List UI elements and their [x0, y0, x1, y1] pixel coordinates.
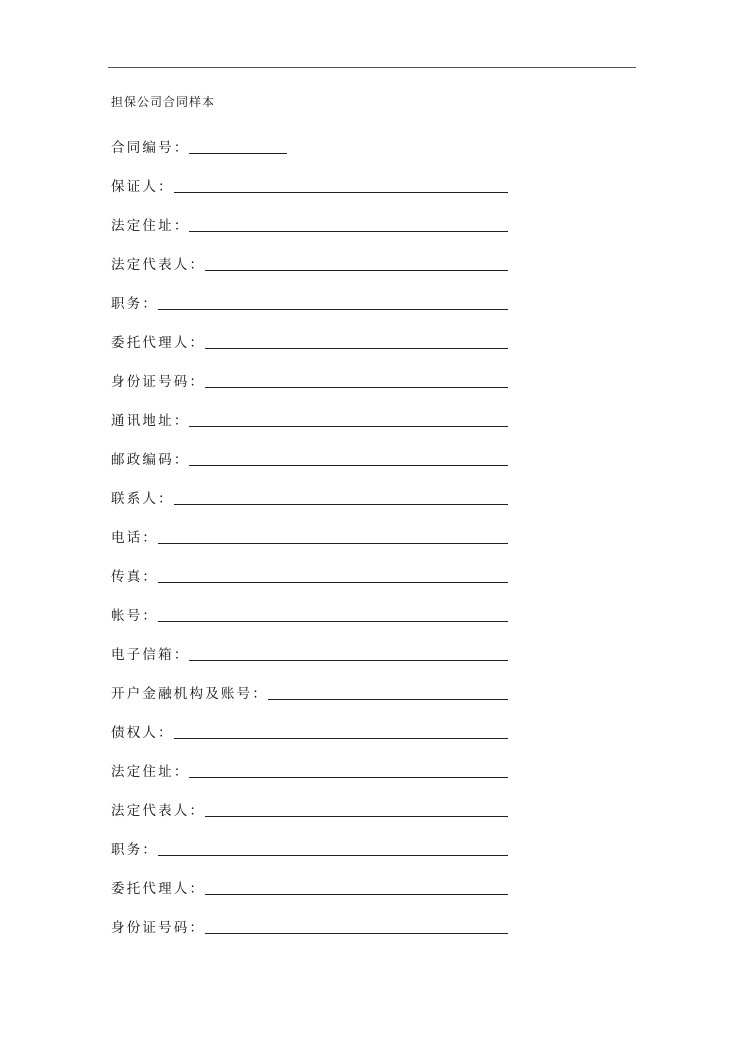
field-label: 电子信箱: [111, 647, 174, 663]
fill-in-line[interactable]: [158, 855, 508, 856]
fill-in-line[interactable]: [189, 777, 508, 778]
fill-in-line[interactable]: [174, 192, 508, 193]
field-colon: ：: [142, 296, 156, 312]
form-row-position: [111, 276, 508, 315]
fill-in-line[interactable]: [189, 660, 508, 661]
field-colon: ：: [142, 842, 156, 858]
field-colon: ：: [189, 881, 203, 897]
field-colon: ：: [173, 452, 188, 468]
field-label: 保证人: [111, 179, 159, 195]
fill-in-line[interactable]: [268, 699, 508, 700]
fill-in-line[interactable]: [189, 426, 508, 427]
field-label: 通讯地址: [111, 413, 174, 429]
form-row-contract-number: [111, 120, 508, 159]
fill-in-line[interactable]: [158, 621, 508, 622]
field-colon: ：: [252, 686, 266, 702]
field-colon: ：: [189, 920, 203, 936]
field-colon: ：: [173, 140, 188, 156]
form-row-fax: [111, 549, 508, 588]
form-row-contact-person: [111, 471, 508, 510]
field-colon: ：: [142, 569, 156, 585]
field-label: 法定住址: [111, 764, 174, 780]
form-row-legal-address: [111, 198, 508, 237]
field-label: 法定代表人: [111, 803, 190, 819]
fill-in-line[interactable]: [205, 387, 508, 388]
form-row-creditor-legal-address: [111, 744, 508, 783]
field-label: 邮政编码: [111, 452, 174, 468]
form-row-id-number: [111, 354, 508, 393]
field-colon: ：: [173, 647, 188, 663]
fill-in-line[interactable]: [189, 153, 287, 154]
form-row-creditor-position: [111, 822, 508, 861]
field-colon: ：: [189, 803, 203, 819]
field-label: 身份证号码: [111, 374, 190, 390]
fill-in-line[interactable]: [205, 816, 508, 817]
field-label: 委托代理人: [111, 335, 190, 351]
form-row-creditor-authorized-agent: [111, 861, 508, 900]
form-row-legal-representative: [111, 237, 508, 276]
field-colon: ：: [158, 491, 172, 507]
field-label: 联系人: [111, 491, 159, 507]
form-row-email: [111, 627, 508, 666]
field-label: 职务: [111, 296, 143, 312]
field-label: 帐号: [111, 608, 143, 624]
field-colon: ：: [158, 179, 172, 195]
form-row-postal-code: [111, 432, 508, 471]
document-title: 担保公司合同样本: [111, 95, 216, 109]
field-colon: ：: [158, 725, 172, 741]
field-colon: ：: [173, 764, 188, 780]
field-label: 传真: [111, 569, 143, 585]
form-row-creditor-id-number: [111, 900, 508, 939]
fill-in-line[interactable]: [174, 738, 508, 739]
field-colon: ：: [173, 413, 188, 429]
field-label: 债权人: [111, 725, 159, 741]
fill-in-line[interactable]: [189, 231, 508, 232]
fill-in-line[interactable]: [158, 543, 508, 544]
form-row-bank-and-account: [111, 666, 508, 705]
form-row-account-number: [111, 588, 508, 627]
form-row-creditor-legal-representative: [111, 783, 508, 822]
field-colon: ：: [189, 374, 203, 390]
form-row-guarantor: [111, 159, 508, 198]
field-colon: ：: [189, 257, 203, 273]
field-colon: ：: [142, 530, 156, 546]
field-label: 开户金融机构及账号: [111, 686, 253, 702]
field-label: 法定住址: [111, 218, 174, 234]
fill-in-line[interactable]: [205, 933, 508, 934]
fill-in-line[interactable]: [158, 582, 508, 583]
field-label: 合同编号: [111, 140, 174, 156]
header-rule: [108, 67, 636, 68]
field-label: 身份证号码: [111, 920, 190, 936]
form-row-telephone: [111, 510, 508, 549]
field-label: 委托代理人: [111, 881, 190, 897]
field-colon: ：: [173, 218, 188, 234]
form-row-mailing-address: [111, 393, 508, 432]
field-label: 职务: [111, 842, 143, 858]
field-label: 电话: [111, 530, 143, 546]
fill-in-line[interactable]: [205, 894, 508, 895]
fill-in-line[interactable]: [205, 270, 508, 271]
fill-in-line[interactable]: [205, 348, 508, 349]
form-row-creditor: [111, 705, 508, 744]
fill-in-line[interactable]: [174, 504, 508, 505]
form-fields: [111, 120, 508, 939]
fill-in-line[interactable]: [158, 309, 508, 310]
field-colon: ：: [142, 608, 156, 624]
field-label: 法定代表人: [111, 257, 190, 273]
field-colon: ：: [189, 335, 203, 351]
fill-in-line[interactable]: [189, 465, 508, 466]
form-row-authorized-agent: [111, 315, 508, 354]
